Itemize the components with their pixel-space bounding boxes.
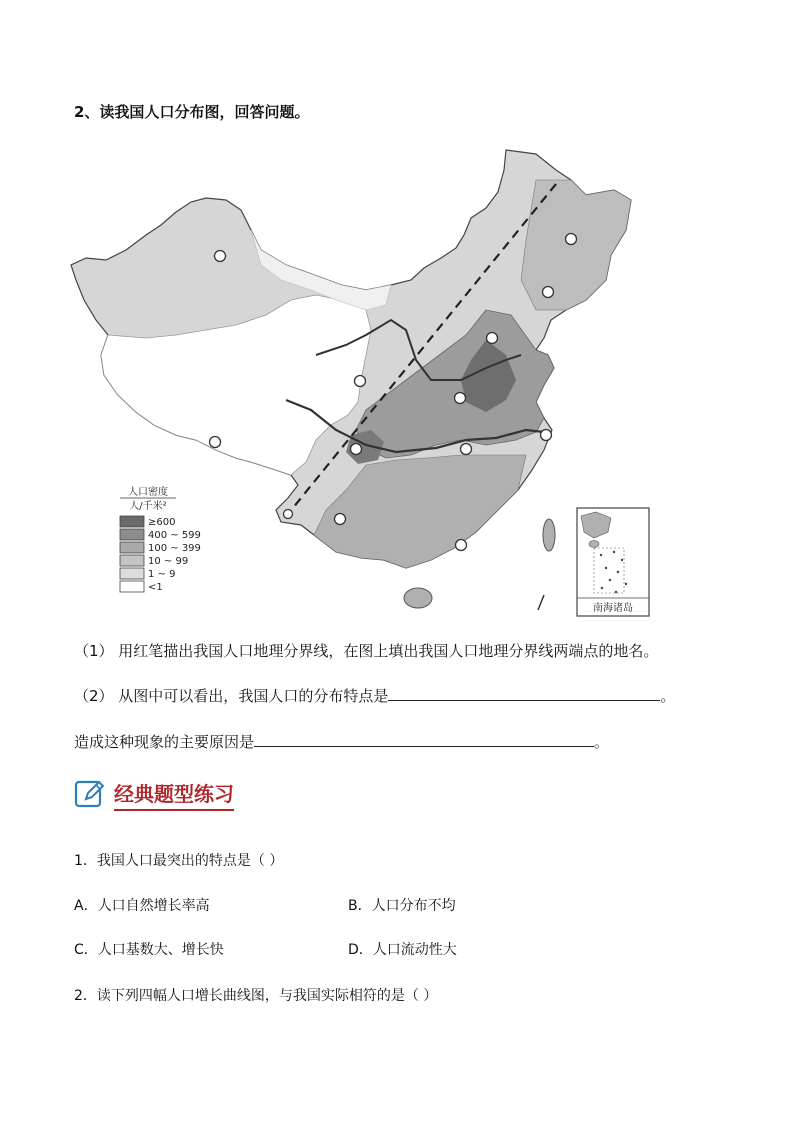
legend-swatch <box>120 581 144 592</box>
hainan-island <box>404 588 432 608</box>
mcq2-stem: 2．读下列四幅人口增长曲线图，与我国实际相符的是（ ） <box>74 988 438 1004</box>
sub-question-3-prefix: 造成这种现象的主要原因是 <box>74 733 255 751</box>
sub-question-3 <box>74 731 609 752</box>
legend-unit: 人/千米² <box>129 501 167 512</box>
city-marker <box>215 251 226 262</box>
answer-blank-reason[interactable] <box>254 732 594 747</box>
pencil-edit-icon <box>74 778 106 810</box>
city-marker <box>541 430 552 441</box>
mcq1-option-d[interactable]: D．人口流动性大 <box>348 942 457 958</box>
question-title: 2、读我国人口分布图，回答问题。 <box>74 103 310 121</box>
population-density-map <box>66 140 666 620</box>
legend-swatch <box>120 516 144 527</box>
city-marker <box>566 234 577 245</box>
city-marker <box>455 393 466 404</box>
city-marker <box>335 514 346 525</box>
legend-label: 10 ~ 99 <box>148 556 189 567</box>
section-header <box>74 777 234 811</box>
northeast-region <box>521 180 631 310</box>
legend-label: 100 ~ 399 <box>148 543 201 554</box>
legend-swatch <box>120 542 144 553</box>
mcq1-stem: 1．我国人口最突出的特点是（ ） <box>74 853 284 869</box>
answer-blank-distribution[interactable] <box>388 686 660 701</box>
legend-label: <1 <box>148 582 163 593</box>
legend-title: 人口密度 <box>128 487 168 498</box>
section-title: 经典题型练习 <box>114 778 234 811</box>
mcq1-option-a[interactable]: A．人口自然增长率高 <box>74 898 210 914</box>
city-marker <box>355 376 366 387</box>
inset-label: 南海诸岛 <box>593 603 633 614</box>
sub-question-2 <box>74 685 675 706</box>
city-marker <box>461 444 472 455</box>
city-marker <box>351 444 362 455</box>
city-marker <box>543 287 554 298</box>
legend <box>120 485 201 593</box>
sub-question-2-prefix: （2） 从图中可以看出，我国人口的分布特点是 <box>74 687 389 705</box>
city-marker <box>210 437 221 448</box>
sub-question-3-suffix: 。 <box>594 733 610 751</box>
sub-question-2-suffix: 。 <box>660 687 676 705</box>
city-marker <box>284 510 293 519</box>
legend-label: ≥600 <box>148 517 176 528</box>
city-marker <box>456 540 467 551</box>
legend-swatch <box>120 568 144 579</box>
sub-question-1: （1） 用红笔描出我国人口地理分界线，在图上填出我国人口地理分界线两端点的地名。 <box>74 642 659 660</box>
legend-swatch <box>120 555 144 566</box>
mcq1-option-c[interactable]: C．人口基数大、增长快 <box>74 942 224 958</box>
boundary-dash <box>538 595 544 610</box>
taiwan-island <box>543 519 555 551</box>
legend-label: 400 ~ 599 <box>148 530 201 541</box>
mcq1-option-b[interactable]: B．人口分布不均 <box>348 898 456 914</box>
south-china-sea-inset <box>577 508 649 616</box>
legend-swatch <box>120 529 144 540</box>
legend-label: 1 ~ 9 <box>148 569 176 580</box>
city-marker <box>487 333 498 344</box>
